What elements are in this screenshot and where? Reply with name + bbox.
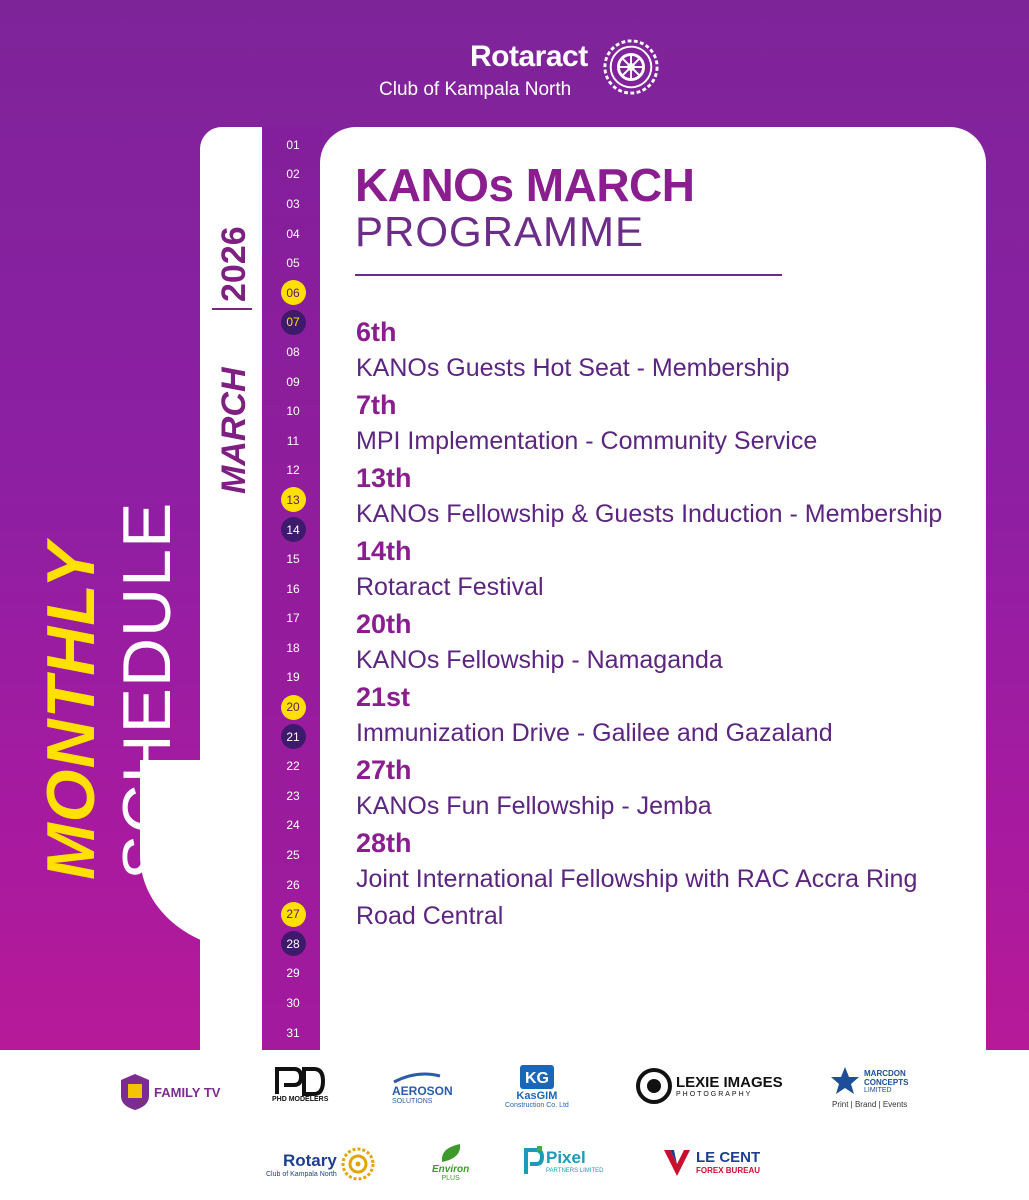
day-number: 05 [286,256,300,271]
phd-text: PHD MODELERS [272,1096,329,1103]
le-cent-forex-logo [662,1146,760,1178]
day-item [270,663,316,693]
kasgim-text: KasGIM [516,1090,558,1102]
day-item [270,1018,316,1048]
programme-subtitle: PROGRAMME [355,208,645,255]
event-description: KANOs Fellowship & Guests Induction - Membership [356,500,943,528]
event-item [356,825,976,935]
lexie-sub: PHOTOGRAPHY [676,1091,753,1098]
day-item [270,692,316,722]
monthly-heading: MONTHLY [33,541,109,880]
rotary-kampala-north-logo [266,1146,376,1182]
day-number: 11 [286,433,300,448]
lexie-text: LEXIE IMAGES [676,1074,783,1091]
month-year-divider [212,308,252,310]
rotaract-logo-word: Rotaract [470,40,588,73]
day-item [270,515,316,545]
svg-text:KG: KG [524,1070,549,1087]
event-item [356,460,976,533]
environ-plus-logo [432,1142,469,1182]
event-item [356,314,976,387]
day-item [270,870,316,900]
day-number: 20 [281,695,306,720]
day-item [270,308,316,338]
event-date: 28th [356,828,412,858]
event-item [356,387,976,460]
day-number: 08 [286,344,300,359]
event-date: 21st [356,682,411,712]
event-list [356,314,976,935]
event-date: 13th [356,463,412,493]
day-item [270,574,316,604]
day-item [270,160,316,190]
marcdon-logo [830,1066,908,1096]
day-item [270,544,316,574]
event-description: KANOs Guests Hot Seat - Membership [356,354,790,382]
event-description: KANOs Fun Fellowship - Jemba [356,792,712,820]
day-number: 06 [281,280,306,305]
day-item [270,988,316,1018]
family-tv-crest-icon [118,1072,152,1112]
event-item [356,752,976,825]
event-description: KANOs Fellowship - Namaganda [356,646,723,674]
day-number: 02 [286,167,300,182]
day-number: 31 [286,1025,300,1040]
event-date: 7th [356,390,397,420]
day-number: 30 [286,996,300,1011]
rotary-sub: Club of Kampala North [266,1170,337,1178]
le-cent-v-icon [662,1146,692,1178]
day-item [270,751,316,781]
aeroson-logo [392,1072,453,1105]
marcdon-text: MARCDON [864,1068,906,1078]
phd-mark-icon [274,1066,326,1096]
day-number: 18 [286,640,300,655]
day-number: 04 [286,226,300,241]
leaf-icon [438,1142,464,1164]
aeroson-swoosh-icon [392,1072,442,1084]
day-number: 24 [286,818,300,833]
rotary-text: Rotary [282,1150,337,1170]
day-number: 23 [286,788,300,803]
day-item [270,840,316,870]
event-date: 6th [356,317,397,347]
event-description: Joint International Fellowship with RAC Accra Ring Road Central [356,865,918,930]
rotary-wheel-gold-icon [340,1146,376,1182]
day-number: 17 [286,611,300,626]
day-item [270,278,316,308]
event-date: 20th [356,609,412,639]
event-description: Immunization Drive - Galilee and Gazaland [356,719,833,747]
day-item [270,337,316,367]
day-number: 15 [286,552,300,567]
day-item [270,781,316,811]
day-item [270,485,316,515]
lexie-images-logo [636,1068,783,1104]
day-item [270,130,316,160]
day-item [270,604,316,634]
marcdon-text-2: CONCEPTS [864,1077,909,1087]
phd-modelers-logo [272,1066,328,1103]
sponsor-bar [0,1050,1029,1200]
event-date: 27th [356,755,412,785]
pixel-p-icon [522,1146,544,1176]
event-item [356,606,976,679]
aeroson-sub: SOLUTIONS [392,1098,433,1105]
marcdon-star-icon [830,1066,860,1096]
day-number: 16 [286,581,300,596]
event-item [356,679,976,752]
environ-text: Environ [432,1164,470,1175]
le-cent-sub: FOREX BUREAU [696,1166,761,1175]
day-number: 21 [281,724,306,749]
day-item [270,189,316,219]
day-number: 29 [286,966,300,981]
rotaract-club-name: Club of Kampala North [379,79,572,100]
month-label: MARCH [215,367,253,494]
day-number: 10 [286,404,300,419]
event-date: 14th [356,536,412,566]
day-item [270,811,316,841]
day-number: 28 [281,931,306,956]
schedule-heading: SCHEDULE [109,501,185,880]
day-number: 27 [281,902,306,927]
pixel-partners-logo [522,1146,603,1176]
day-list [270,130,316,1047]
aeroson-text: AEROSON [392,1084,453,1098]
family-tv-text: FAMILY TV [154,1084,221,1100]
title-divider [355,274,782,276]
day-number: 09 [286,374,300,389]
event-description: MPI Implementation - Community Service [356,427,818,455]
kasgim-logo [505,1064,569,1109]
year-label: 2026 [215,226,253,302]
kasgim-mark-icon [519,1064,555,1090]
day-number: 14 [281,517,306,542]
day-item [270,633,316,663]
kasgim-sub: Construction Co. Ltd [505,1102,569,1109]
programme-title: KANOs MARCH [355,159,695,211]
day-number: 03 [286,196,300,211]
day-item [270,929,316,959]
day-item [270,899,316,929]
event-item [356,533,976,606]
rotary-wheel-icon [602,38,660,96]
day-number: 01 [286,137,300,152]
day-item [270,248,316,278]
pixel-text: Pixel [546,1148,586,1167]
day-number: 19 [286,670,300,685]
day-item [270,219,316,249]
day-number: 07 [281,310,306,335]
event-description: Rotaract Festival [356,573,544,601]
camera-aperture-icon [636,1068,672,1104]
pixel-sub: PARTNERS LIMITED [546,1168,604,1174]
day-item [270,396,316,426]
day-item [270,722,316,752]
environ-plus: PLUS [441,1175,460,1182]
day-item [270,367,316,397]
day-number: 12 [286,463,300,478]
day-number: 22 [286,759,300,774]
day-item [270,426,316,456]
day-item [270,456,316,486]
marcdon-tagline: Print | Brand | Events [832,1100,908,1109]
day-number: 26 [286,877,300,892]
family-tv-logo [118,1072,220,1112]
day-number: 13 [281,487,306,512]
le-cent-text: LE CENT [696,1149,761,1166]
marcdon-text-3: LIMITED [864,1086,892,1094]
day-item [270,959,316,989]
day-number: 25 [286,848,300,863]
